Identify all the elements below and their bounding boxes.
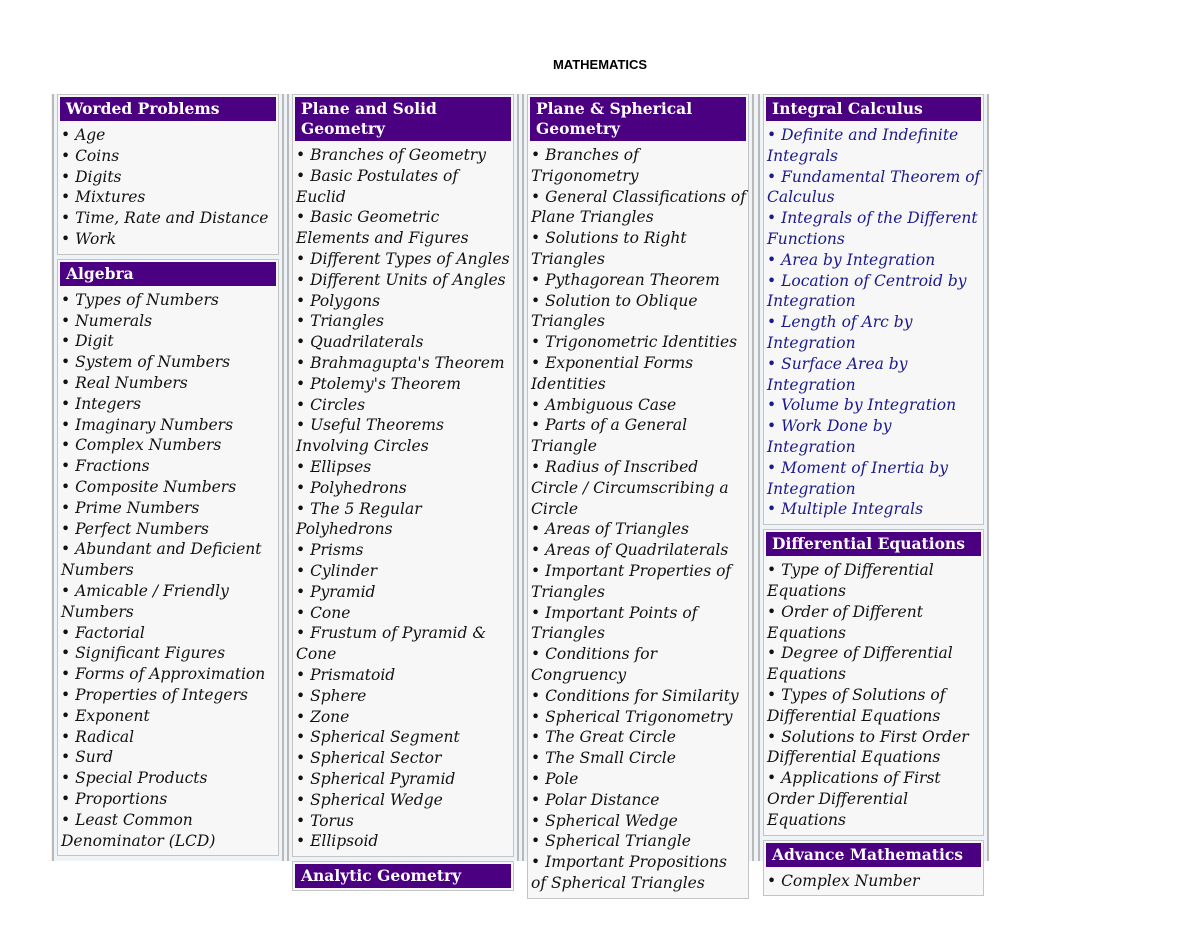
section-header[interactable]: Plane and Solid Geometry — [295, 97, 511, 141]
topic-link[interactable]: • Forms of Approximation — [61, 665, 266, 684]
topic-link[interactable]: • Properties of Integers — [61, 685, 248, 704]
section-header[interactable]: Analytic Geometry — [295, 864, 511, 888]
topic-link[interactable]: • Cylinder — [296, 561, 378, 580]
topic-link[interactable]: • Factorial — [61, 623, 145, 642]
topics-table — [51, 94, 989, 892]
topic-link[interactable]: • Type of Differential Equations — [767, 561, 934, 600]
topic-link[interactable]: • Location of Centroid by Integration — [767, 271, 967, 311]
topic-link[interactable]: • Work — [61, 229, 117, 248]
topic-link[interactable]: • Ambiguous Case — [531, 395, 677, 414]
column-2 — [287, 94, 519, 886]
topic-link[interactable]: • Special Products — [61, 769, 208, 788]
topic-link[interactable]: • Pythagorean Theorem — [531, 270, 720, 289]
topic-list — [58, 123, 278, 254]
topic-link[interactable]: • Spherical Pyramid — [296, 769, 456, 788]
section-algebra — [57, 259, 279, 857]
topic-link[interactable]: • Abundant and Deficient Numbers — [61, 540, 262, 580]
topic-link[interactable]: • Cone — [296, 603, 351, 622]
topic-link[interactable]: • Proportions — [61, 789, 168, 808]
topic-link[interactable]: • Triangles — [296, 312, 385, 331]
topic-link[interactable]: • Quadrilaterals — [296, 333, 424, 352]
topic-link[interactable]: • Spherical Sector — [296, 749, 442, 768]
section-differential-equations — [763, 529, 984, 835]
topic-link[interactable]: • Length of Arc by Integration — [767, 313, 913, 352]
section-header[interactable]: Algebra — [60, 262, 276, 286]
topic-link[interactable]: • Useful Theorems Involving Circles — [296, 416, 444, 456]
topic-link[interactable]: • Different Units of Angles — [296, 270, 506, 289]
topic-link[interactable]: • Pole — [531, 769, 579, 788]
topic-link[interactable]: • Complex Numbers — [61, 436, 222, 455]
section-plane-and-solid-geometry — [292, 94, 514, 857]
topic-link[interactable]: • Spherical Wedge — [296, 790, 443, 809]
topic-link[interactable]: • Frustum of Pyramid & Cone — [296, 624, 487, 664]
topic-link[interactable]: • Exponent — [61, 706, 150, 725]
topic-link[interactable]: • Basic Geometric Elements and Figures — [296, 208, 469, 248]
column-1 — [52, 94, 284, 861]
topic-link[interactable]: • Conditions for Similarity — [531, 686, 739, 705]
topic-link[interactable]: • Multiple Integrals — [767, 500, 924, 519]
topic-link[interactable]: • Fractions — [61, 457, 150, 476]
topic-link[interactable]: • Real Numbers — [61, 373, 188, 392]
topic-link[interactable]: • The Great Circle — [531, 728, 676, 747]
topic-link[interactable]: • Degree of Differential Equations — [767, 644, 953, 684]
section-header[interactable]: Worded Problems — [60, 97, 276, 121]
topic-link[interactable]: • Types of Numbers — [61, 290, 219, 309]
topic-link[interactable]: • Time, Rate and Distance — [61, 209, 269, 228]
topic-link[interactable]: • Basic Postulates of Euclid — [296, 166, 459, 206]
topic-link[interactable]: • Order of Different Equations — [767, 602, 923, 642]
topic-link[interactable]: • Prisms — [296, 541, 364, 560]
column-4 — [758, 94, 989, 890]
topic-link[interactable]: • Pyramid — [296, 582, 376, 601]
topic-link[interactable]: • General Classifications of Plane Triangles — [531, 187, 746, 227]
topic-link[interactable]: • Complex Number — [767, 871, 920, 890]
section-advance-mathematics — [763, 840, 984, 897]
topic-link[interactable]: • Parts of a General Triangle — [531, 416, 688, 456]
topic-link[interactable]: • Ptolemy's Theorem — [296, 374, 461, 393]
topic-link[interactable]: • The 5 Regular Polyhedrons — [296, 499, 422, 539]
topic-link[interactable]: • Ellipses — [296, 457, 372, 476]
topic-link[interactable]: • Significant Figures — [61, 644, 226, 663]
topic-list — [293, 143, 513, 856]
topic-link[interactable]: • Integrals of the Different Functions — [767, 209, 978, 248]
topic-link[interactable]: • Polygons — [296, 291, 381, 310]
topic-list — [764, 558, 983, 834]
topic-link[interactable]: • Sphere — [296, 686, 367, 705]
topic-link[interactable]: • Coins — [61, 146, 120, 165]
topic-link[interactable]: • Spherical Wedge — [531, 811, 678, 830]
topic-link[interactable]: • Zone — [296, 707, 350, 726]
topic-link[interactable]: • Solutions to Right Triangles — [531, 229, 687, 268]
topic-link[interactable]: • Fundamental Theorem of Calculus — [767, 167, 981, 207]
topic-link[interactable]: • Exponential Forms Identities — [531, 353, 694, 393]
topic-link[interactable]: • Branches of Geometry — [296, 146, 486, 164]
topic-link[interactable]: • Radius of Inscribed Circle / Circumscribing a Circle — [531, 457, 729, 518]
section-header[interactable]: Advance Mathematics — [766, 843, 981, 867]
topic-link[interactable]: • The Small Circle — [531, 749, 676, 768]
topic-link[interactable]: • Polyhedrons — [296, 478, 407, 497]
topic-link[interactable]: • Solutions to First Order Differential Equations — [767, 727, 969, 767]
topic-link[interactable]: • Integers — [61, 394, 142, 413]
topic-list — [528, 143, 748, 898]
topic-link[interactable]: • Age — [61, 126, 106, 144]
topic-link[interactable]: • Spherical Segment — [296, 728, 460, 747]
topic-link[interactable]: • Applications of First Order Differential Equations — [767, 769, 941, 829]
column-3 — [522, 94, 754, 892]
topic-link[interactable]: • Areas of Triangles — [531, 520, 689, 539]
topic-link[interactable]: • Spherical Trigonometry — [531, 707, 733, 726]
section-header[interactable]: Differential Equations — [766, 532, 981, 556]
topic-link[interactable]: • Ellipsoid — [296, 832, 379, 851]
topic-link[interactable]: • Composite Numbers — [61, 477, 237, 496]
section-plane-and-spherical-geometry — [527, 94, 749, 899]
topic-link[interactable]: • Mixtures — [61, 188, 146, 207]
topic-list — [764, 869, 983, 896]
topic-link[interactable]: • Least Common Denominator (LCD) — [61, 810, 216, 850]
topic-link[interactable]: • Important Points of Triangles — [531, 603, 698, 643]
topic-link[interactable]: • Circles — [296, 395, 366, 414]
topic-list — [764, 123, 983, 524]
topic-link[interactable]: • Work Done by Integration — [767, 417, 892, 456]
topic-link[interactable]: • Digits — [61, 167, 122, 186]
topic-link[interactable]: • Spherical Triangle — [531, 832, 691, 851]
section-integral-calculus — [763, 94, 984, 525]
section-header[interactable]: Plane & Spherical Geometry — [530, 97, 746, 141]
topic-link[interactable]: • Areas of Quadrilaterals — [531, 541, 729, 560]
page-title: MATHEMATICS — [552, 57, 648, 72]
topic-link[interactable]: • Solution to Oblique Triangles — [531, 291, 698, 331]
topic-link[interactable]: • Perfect Numbers — [61, 519, 209, 538]
topic-link[interactable]: • Area by Integration — [767, 250, 936, 269]
topic-link[interactable]: • Types of Solutions of Differential Equations — [767, 685, 946, 725]
topic-link[interactable]: • Amicable / Friendly Numbers — [61, 581, 229, 621]
topic-link[interactable]: • Polar Distance — [531, 790, 660, 809]
topic-link[interactable]: • Conditions for Congruency — [531, 645, 657, 684]
topic-link[interactable]: • Prismatoid — [296, 665, 396, 684]
topic-link[interactable]: • Surface Area by Integration — [767, 354, 908, 394]
topic-link[interactable]: • Branches of Trigonometry — [531, 146, 639, 185]
topic-link[interactable]: • Important Properties of Triangles — [531, 561, 732, 601]
section-analytic-geometry — [292, 861, 514, 891]
topic-link[interactable]: • Definite and Indefinite Integrals — [767, 126, 959, 165]
topic-link[interactable]: • Torus — [296, 811, 354, 830]
topic-link[interactable]: • Brahmagupta's Theorem — [296, 353, 505, 372]
topic-link[interactable]: • System of Numbers — [61, 353, 231, 372]
topic-link[interactable]: • Different Types of Angles — [296, 249, 510, 268]
topic-link[interactable]: • Numerals — [61, 311, 153, 330]
topic-link[interactable]: • Radical — [61, 727, 135, 746]
topic-link[interactable]: • Surd — [61, 748, 114, 767]
topic-list — [58, 288, 278, 856]
section-worded-problems — [57, 94, 279, 255]
topic-link[interactable]: • Prime Numbers — [61, 498, 200, 517]
topic-link[interactable]: • Imaginary Numbers — [61, 415, 234, 434]
topic-link[interactable]: • Moment of Inertia by Integration — [767, 458, 948, 498]
section-header[interactable]: Integral Calculus — [766, 97, 981, 121]
topic-link[interactable]: • Digit — [61, 332, 114, 351]
topic-link[interactable]: • Volume by Integration — [767, 396, 957, 415]
topic-link[interactable]: • Trigonometric Identities — [531, 333, 738, 352]
topic-link[interactable]: • Important Propositions of Spherical Triangles — [531, 853, 727, 892]
